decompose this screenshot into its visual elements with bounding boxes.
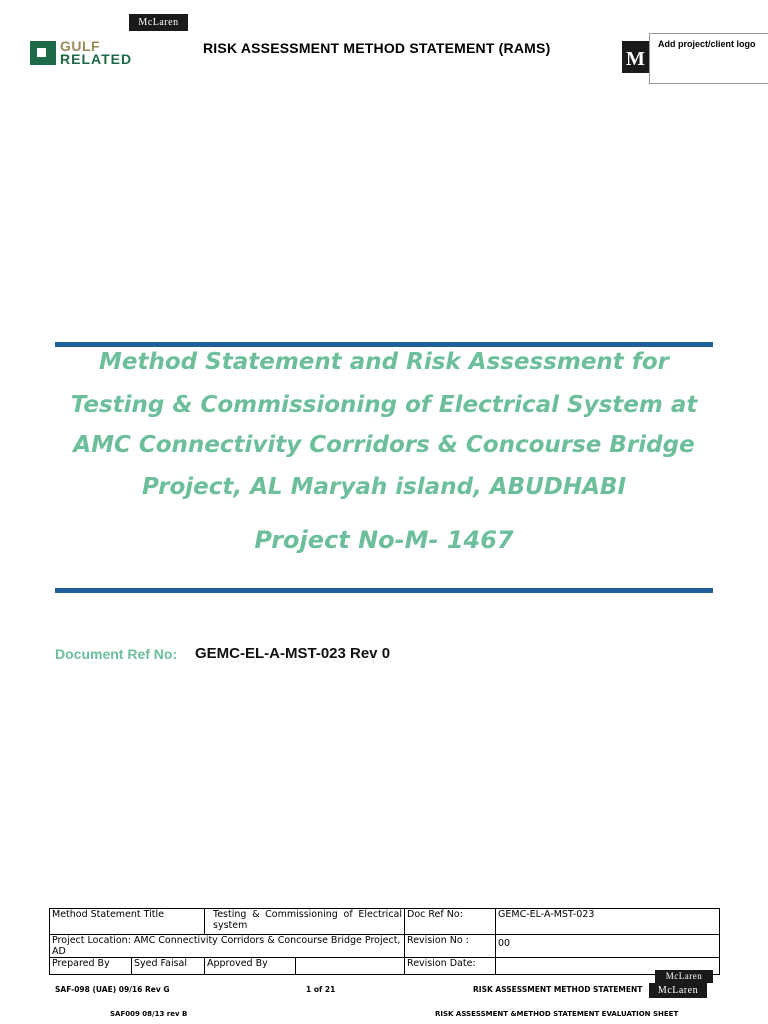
footer-page-number: 1 of 21 [306, 985, 336, 994]
revision-no-value: 00 [496, 935, 720, 958]
document-title-line-4: Project, AL Maryah island, ABUDHABI [141, 474, 627, 500]
project-number: Project No-M- 1467 [254, 526, 514, 554]
prepared-by-value: Syed Faisal [132, 958, 205, 975]
gulf-related-logo-word2: RELATED [60, 51, 133, 67]
doc-ref-no-value: GEMC-EL-A-MST-023 [496, 909, 720, 935]
doc-ref-label: Document Ref No: [55, 646, 178, 662]
approved-by-value [296, 958, 405, 975]
prepared-by-label: Prepared By [50, 958, 132, 975]
revision-no-label: Revision No : [405, 935, 496, 958]
document-title-line-3: AMC Connectivity Corridors & Concourse Bridge [73, 432, 695, 458]
document-info-table [49, 908, 720, 975]
mclaren-logo-top: McLaren [129, 14, 188, 31]
doc-ref-value: GEMC-EL-A-MST-023 Rev 0 [195, 645, 391, 662]
gulf-related-logo-icon [30, 41, 56, 65]
footer-doc-type: RISK ASSESSMENT METHOD STATEMENT [473, 985, 643, 994]
ms-title-value: Testing & Commissioning of Electrical system [205, 909, 405, 935]
revision-date-label: Revision Date: [405, 958, 496, 975]
footer-form-code-2: SAF009 08/13 rev B [110, 1010, 188, 1018]
mclaren-m-logo: M [622, 41, 649, 73]
approved-by-label: Approved By [205, 958, 296, 975]
ms-title-label: Method Statement Title [50, 909, 205, 935]
mclaren-logo-footer-1: McLaren [655, 970, 713, 983]
table-row [50, 958, 720, 975]
project-location: Project Location: AMC Connectivity Corridors & Concourse Bridge Project, AD [50, 935, 405, 958]
document-title-line-1: Method Statement and Risk Assessment for [99, 349, 669, 375]
title-top-rule [55, 342, 713, 347]
document-title-line-2: Testing & Commissioning of Electrical System at [70, 392, 698, 418]
table-row [50, 935, 720, 958]
mclaren-logo-footer-2: McLaren [649, 983, 707, 998]
gulf-related-logo-word1: GULF [60, 38, 101, 54]
title-bottom-rule [55, 588, 713, 593]
footer-sheet-type: RISK ASSESSMENT &METHOD STATEMENT EVALUATION SHEET [435, 1010, 679, 1018]
footer-form-code: SAF-098 (UAE) 09/16 Rev G [55, 985, 170, 994]
table-row [50, 909, 720, 935]
doc-ref-no-label: Doc Ref No: [405, 909, 496, 935]
client-logo-text: Add project/client logo [658, 39, 756, 49]
header-title: RISK ASSESSMENT METHOD STATEMENT (RAMS) [203, 40, 551, 56]
